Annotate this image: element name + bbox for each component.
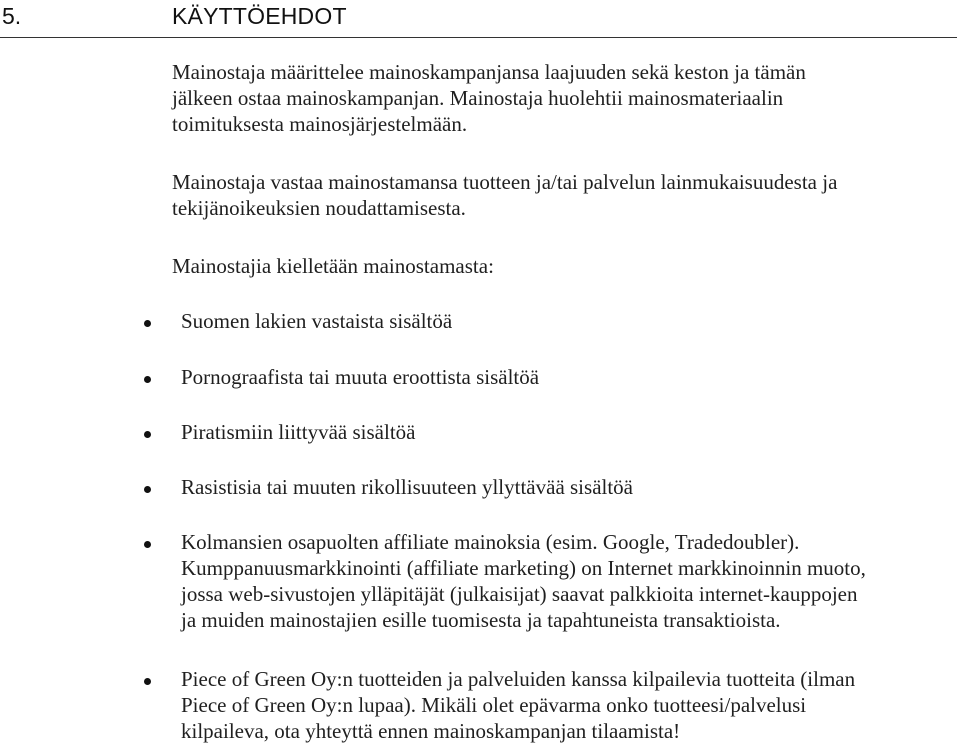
list-item-line: kilpaileva, ota yhteyttä ennen mainoskampanjan tilaamista! bbox=[181, 719, 681, 743]
paragraph-legal-responsibility bbox=[172, 169, 952, 221]
section-number: 5. bbox=[2, 3, 22, 29]
list-item-line: Piece of Green Oy:n lupaa). Mikäli olet epävarma onko tuotteesi/palvelusi bbox=[181, 693, 807, 717]
list-item-line: Kolmansien osapuolten affiliate mainoksia (esim. Google, Tradedoubler). bbox=[181, 530, 800, 554]
list-item-line: Suomen lakien vastaista sisältöä bbox=[181, 309, 453, 333]
list-item-text bbox=[181, 364, 956, 390]
paragraph-line: Mainostajia kielletään mainostamasta: bbox=[172, 254, 494, 278]
paragraph-campaign-scope bbox=[172, 59, 952, 137]
bullet-icon bbox=[144, 678, 151, 685]
paragraph-line: toimituksesta mainosjärjestelmään. bbox=[172, 112, 468, 136]
list-item-line: Piece of Green Oy:n tuotteiden ja palveluiden kanssa kilpailevia tuotteita (ilman bbox=[181, 667, 856, 691]
paragraph-line: tekijänoikeuksien noudattamisesta. bbox=[172, 196, 466, 220]
list-item-text bbox=[181, 474, 956, 500]
paragraph-line: jälkeen ostaa mainoskampanjan. Mainostaja huolehtii mainosmateriaalin bbox=[172, 86, 784, 110]
bullet-icon bbox=[144, 320, 151, 327]
section-heading bbox=[0, 0, 960, 38]
list-item-text bbox=[181, 529, 956, 633]
bullet-icon bbox=[144, 486, 151, 493]
section-title: KÄYTTÖEHDOT bbox=[172, 3, 347, 29]
paragraph-line: Mainostaja määrittelee mainoskampanjansa laajuuden sekä keston ja tämän bbox=[172, 60, 806, 84]
list-item-line: Piratismiin liittyvää sisältöä bbox=[181, 420, 416, 444]
bullet-icon bbox=[144, 376, 151, 383]
paragraph-prohibited-intro bbox=[172, 253, 952, 279]
paragraph-line: Mainostaja vastaa mainostamansa tuotteen ja/tai palvelun lainmukaisuudesta ja bbox=[172, 170, 838, 194]
heading-divider bbox=[0, 37, 957, 38]
list-item-line: jossa web-sivustojen ylläpitäjät (julkaisijat) saavat palkkioita internet-kauppojen bbox=[181, 582, 858, 606]
list-item-text bbox=[181, 308, 956, 334]
list-item-line: Kumppanuusmarkkinointi (affiliate marketing) on Internet markkinoinnin muoto, bbox=[181, 556, 866, 580]
list-item-text bbox=[181, 666, 956, 744]
list-item-line: ja muiden mainostajien esille tuomisesta ja tapahtuneista transaktioista. bbox=[181, 608, 781, 632]
bullet-icon bbox=[144, 541, 151, 548]
list-item-text bbox=[181, 419, 956, 445]
bullet-icon bbox=[144, 431, 151, 438]
list-item-line: Rasistisia tai muuten rikollisuuteen yllyttävää sisältöä bbox=[181, 475, 634, 499]
list-item-line: Pornograafista tai muuta eroottista sisältöä bbox=[181, 365, 540, 389]
